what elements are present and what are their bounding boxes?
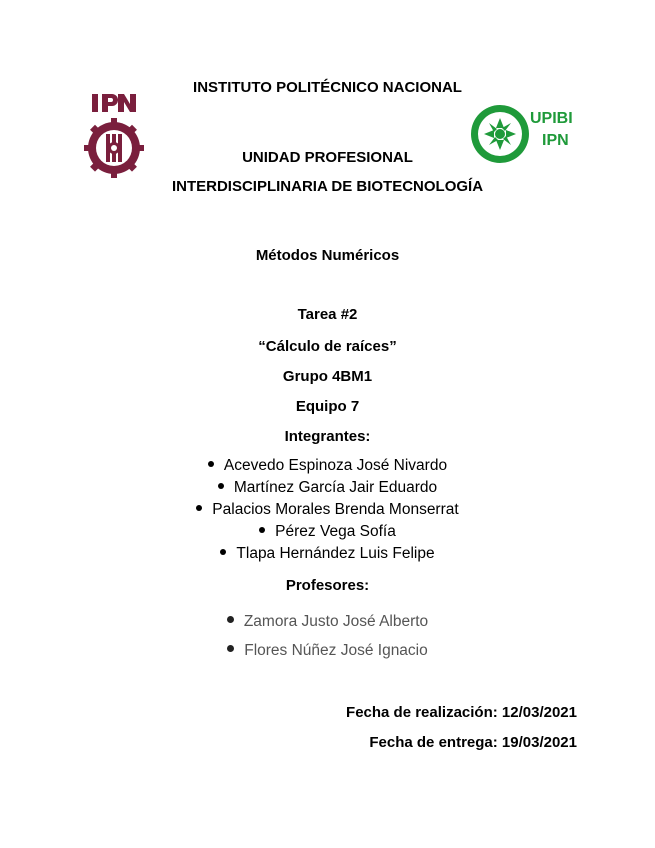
members-heading: Integrantes: <box>284 428 371 445</box>
team-label: Equipo 7 <box>295 398 360 415</box>
unit-name-line2: INTERDISCIPLINARIA DE BIOTECNOLOGÍA <box>171 178 484 195</box>
bullet-icon <box>259 527 265 533</box>
list-item: Zamora Justo José Alberto <box>0 607 655 636</box>
institution-name: INSTITUTO POLITÉCNICO NACIONAL <box>193 79 462 96</box>
bullet-icon <box>218 483 224 489</box>
list-item: Martínez García Jair Eduardo <box>0 477 655 499</box>
group-label: Grupo 4BM1 <box>282 368 373 385</box>
list-item: Pérez Vega Sofía <box>0 521 655 543</box>
professors-list <box>0 607 655 665</box>
list-item: Acevedo Espinoza José Nivardo <box>0 455 655 477</box>
upibi-logo-subtext: IPN <box>542 132 569 149</box>
professors-heading: Profesores: <box>285 577 370 594</box>
course-name: Métodos Numéricos <box>255 247 400 264</box>
bullet-icon <box>208 461 214 467</box>
task-number: Tarea #2 <box>297 306 358 323</box>
members-list <box>0 455 655 565</box>
bullet-icon <box>227 616 234 623</box>
unit-name-line1: UNIDAD PROFESIONAL <box>242 149 413 166</box>
list-item: Palacios Morales Brenda Monserrat <box>0 499 655 521</box>
bullet-icon <box>196 505 202 511</box>
bullet-icon <box>227 645 234 652</box>
list-item: Flores Núñez José Ignacio <box>0 636 655 665</box>
upibi-logo-text: UPIBI <box>530 110 573 127</box>
realization-date: Fecha de realización: 12/03/2021 <box>346 704 577 721</box>
list-item: Tlapa Hernández Luis Felipe <box>0 543 655 565</box>
ipn-logo <box>84 90 144 190</box>
task-title: “Cálculo de raíces” <box>258 338 397 355</box>
bullet-icon <box>220 549 226 555</box>
delivery-date: Fecha de entrega: 19/03/2021 <box>369 734 577 751</box>
